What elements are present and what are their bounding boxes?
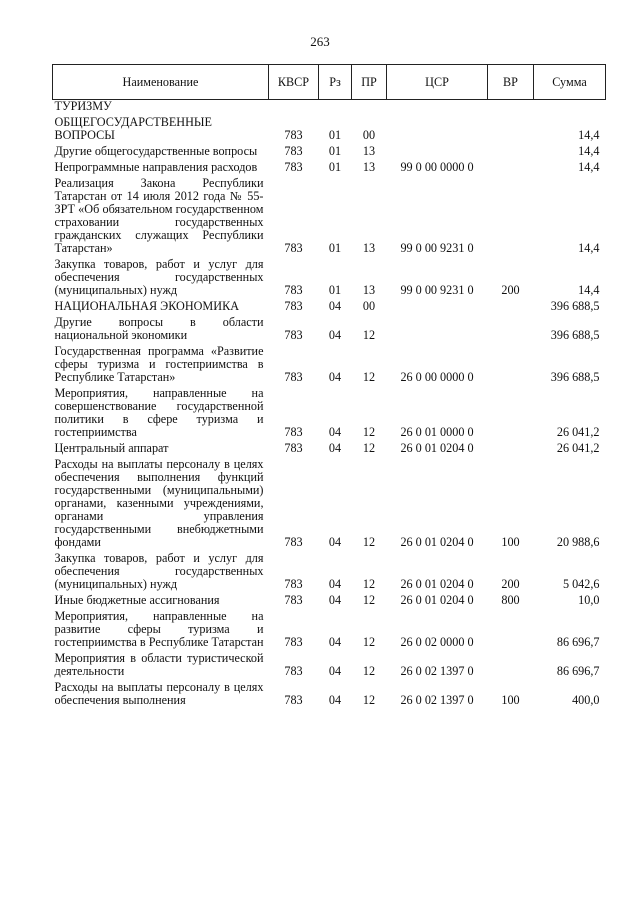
cell-kvsr: 783: [284, 425, 303, 439]
cell-csr: 26 0 02 0000 0: [400, 635, 474, 649]
cell-name: Закупка товаров, работ и услуг для обеспечения государственных (муниципальных) нужд: [54, 257, 264, 297]
cell-csr: [387, 145, 488, 161]
cell-sum: 14,4: [578, 144, 600, 158]
cell-sum: 396 688,5: [550, 370, 600, 384]
cell-pr: 12: [362, 535, 376, 549]
cell-pr: 13: [362, 283, 376, 297]
cell-rz: 01: [328, 283, 342, 297]
header-sum: Сумма: [534, 65, 606, 100]
cell-name: НАЦИОНАЛЬНАЯ ЭКОНОМИКА: [54, 299, 239, 313]
cell-sum: 20 988,6: [556, 535, 600, 549]
cell-name: Закупка товаров, работ и услуг для обеспечения государственных (муниципальных) нужд: [54, 551, 264, 591]
table-row: [53, 316, 606, 345]
cell-name: Мероприятия в области туристической деятельности: [54, 651, 264, 678]
cell-csr: 26 0 00 0000 0: [400, 370, 474, 384]
cell-kvsr: 783: [284, 370, 303, 384]
table-row: [53, 594, 606, 610]
cell-kvsr: 783: [284, 299, 303, 313]
cell-csr: 26 0 01 0204 0: [400, 441, 474, 455]
cell-kvsr: [269, 100, 319, 117]
cell-pr: 12: [362, 664, 376, 678]
cell-vr: [488, 316, 534, 345]
cell-sum: 14,4: [578, 241, 600, 255]
cell-vr: [488, 652, 534, 681]
cell-vr: [488, 345, 534, 387]
cell-name: Мероприятия, направленные на развитие сферы туризма и гостеприимства в Республике Татарстан: [54, 609, 264, 649]
cell-name: ТУРИЗМУ: [54, 99, 112, 113]
cell-kvsr: 783: [284, 441, 303, 455]
cell-rz: 04: [328, 299, 342, 313]
page-number: 263: [310, 34, 330, 49]
cell-rz: 04: [328, 577, 342, 591]
cell-kvsr: 783: [284, 241, 303, 255]
table-row: [53, 100, 606, 117]
cell-vr: 200: [501, 283, 520, 297]
header-vr: ВР: [488, 65, 534, 100]
cell-kvsr: 783: [284, 283, 303, 297]
cell-sum: 14,4: [578, 283, 600, 297]
table-row: [53, 681, 606, 710]
cell-kvsr: 783: [284, 664, 303, 678]
cell-pr: [352, 100, 387, 117]
cell-csr: 26 0 02 1397 0: [400, 693, 474, 707]
table-row: [53, 145, 606, 161]
table-row: [53, 652, 606, 681]
cell-pr: 13: [362, 144, 376, 158]
cell-vr: [488, 177, 534, 258]
cell-vr: [488, 161, 534, 177]
cell-pr: 12: [362, 693, 376, 707]
header-kvsr: КВСР: [269, 65, 319, 100]
cell-rz: 01: [328, 144, 342, 158]
cell-pr: 00: [362, 128, 376, 142]
cell-rz: 01: [328, 241, 342, 255]
cell-kvsr: 783: [284, 635, 303, 649]
cell-rz: 01: [328, 160, 342, 174]
header-name: Наименование: [53, 65, 269, 100]
cell-rz: 04: [328, 693, 342, 707]
cell-sum: 10,0: [578, 593, 600, 607]
cell-kvsr: 783: [284, 535, 303, 549]
cell-pr: 12: [362, 425, 376, 439]
cell-kvsr: 783: [284, 577, 303, 591]
cell-csr: [387, 100, 488, 117]
cell-sum: [534, 100, 606, 117]
cell-name: Реализация Закона Республики Татарстан от 14 июля 2012 года № 55-ЗРТ «Об обязательном государственном страховании государственных гражданских служащих Республики Татарстан»: [54, 176, 264, 255]
cell-rz: 04: [328, 535, 342, 549]
cell-name: Расходы на выплаты персоналу в целях обеспечения выполнения функций государственными (муниципальными) органами, казенными учреждениями, органами управления государственными внебюджетными фондами: [54, 457, 264, 549]
header-pr: ПР: [352, 65, 387, 100]
cell-vr: 100: [501, 535, 520, 549]
cell-csr: 26 0 01 0000 0: [400, 425, 474, 439]
cell-pr: 13: [362, 160, 376, 174]
cell-name: Мероприятия, направленные на совершенствование государственной политики в сфере туризма и гостеприимства: [54, 386, 264, 439]
table-row: [53, 177, 606, 258]
cell-kvsr: 783: [284, 144, 303, 158]
cell-name: Центральный аппарат: [54, 441, 169, 455]
cell-name: Непрограммные направления расходов: [54, 160, 258, 174]
cell-rz: 04: [328, 328, 342, 342]
cell-csr: 99 0 00 0000 0: [400, 160, 474, 174]
cell-csr: [387, 316, 488, 345]
cell-vr: [488, 300, 534, 316]
cell-sum: 400,0: [572, 693, 600, 707]
cell-rz: 04: [328, 635, 342, 649]
cell-kvsr: 783: [284, 328, 303, 342]
cell-csr: [387, 116, 488, 145]
cell-csr: 26 0 01 0204 0: [400, 577, 474, 591]
cell-rz: 04: [328, 664, 342, 678]
cell-vr: [488, 387, 534, 442]
cell-vr: 100: [501, 693, 520, 707]
table-row: [53, 161, 606, 177]
cell-pr: 12: [362, 370, 376, 384]
cell-pr: 12: [362, 593, 376, 607]
cell-csr: 26 0 02 1397 0: [400, 664, 474, 678]
table-row: [53, 552, 606, 594]
cell-sum: 86 696,7: [556, 635, 600, 649]
cell-name: Другие вопросы в области национальной экономики: [54, 315, 264, 342]
cell-pr: 12: [362, 635, 376, 649]
cell-name: Другие общегосударственные вопросы: [54, 144, 258, 158]
cell-sum: 5 042,6: [562, 577, 600, 591]
cell-kvsr: 783: [284, 160, 303, 174]
cell-csr: 99 0 00 9231 0: [400, 283, 474, 297]
cell-sum: 26 041,2: [556, 441, 600, 455]
cell-sum: 86 696,7: [556, 664, 600, 678]
cell-rz: [319, 100, 352, 117]
table-row: [53, 116, 606, 145]
cell-pr: 12: [362, 577, 376, 591]
table-row: [53, 345, 606, 387]
cell-rz: 04: [328, 441, 342, 455]
table-row: [53, 387, 606, 442]
table-row: [53, 442, 606, 458]
cell-name: Государственная программа «Развитие сферы туризма и гостеприимства в Республике Татарстан»: [54, 344, 264, 384]
cell-csr: 26 0 01 0204 0: [400, 593, 474, 607]
cell-csr: [387, 300, 488, 316]
cell-sum: 14,4: [578, 128, 600, 142]
table-row: [53, 300, 606, 316]
cell-kvsr: 783: [284, 693, 303, 707]
table-header-row: [53, 65, 606, 100]
cell-vr: [488, 145, 534, 161]
budget-table: [52, 64, 606, 710]
table-row: [53, 610, 606, 652]
cell-sum: 396 688,5: [550, 299, 600, 313]
cell-vr: 200: [501, 577, 520, 591]
cell-vr: 800: [501, 593, 520, 607]
cell-vr: [488, 116, 534, 145]
cell-pr: 12: [362, 441, 376, 455]
cell-name: ОБЩЕГОСУДАРСТВЕННЫЕ ВОПРОСЫ: [54, 115, 212, 142]
header-rz: Рз: [319, 65, 352, 100]
cell-vr: [488, 442, 534, 458]
cell-rz: 04: [328, 370, 342, 384]
cell-kvsr: 783: [284, 128, 303, 142]
cell-sum: 396 688,5: [550, 328, 600, 342]
cell-vr: [488, 610, 534, 652]
table-row: [53, 258, 606, 300]
cell-rz: 04: [328, 593, 342, 607]
cell-sum: 26 041,2: [556, 425, 600, 439]
cell-pr: 13: [362, 241, 376, 255]
header-csr: ЦСР: [387, 65, 488, 100]
table-row: [53, 458, 606, 552]
cell-kvsr: 783: [284, 593, 303, 607]
cell-vr: [488, 100, 534, 117]
cell-name: Расходы на выплаты персоналу в целях обеспечения выполнения: [54, 680, 264, 707]
cell-name: Иные бюджетные ассигнования: [54, 593, 220, 607]
cell-pr: 00: [362, 299, 376, 313]
cell-rz: 04: [328, 425, 342, 439]
cell-sum: 14,4: [578, 160, 600, 174]
cell-csr: 26 0 01 0204 0: [400, 535, 474, 549]
cell-pr: 12: [362, 328, 376, 342]
cell-rz: 01: [328, 128, 342, 142]
cell-csr: 99 0 00 9231 0: [400, 241, 474, 255]
